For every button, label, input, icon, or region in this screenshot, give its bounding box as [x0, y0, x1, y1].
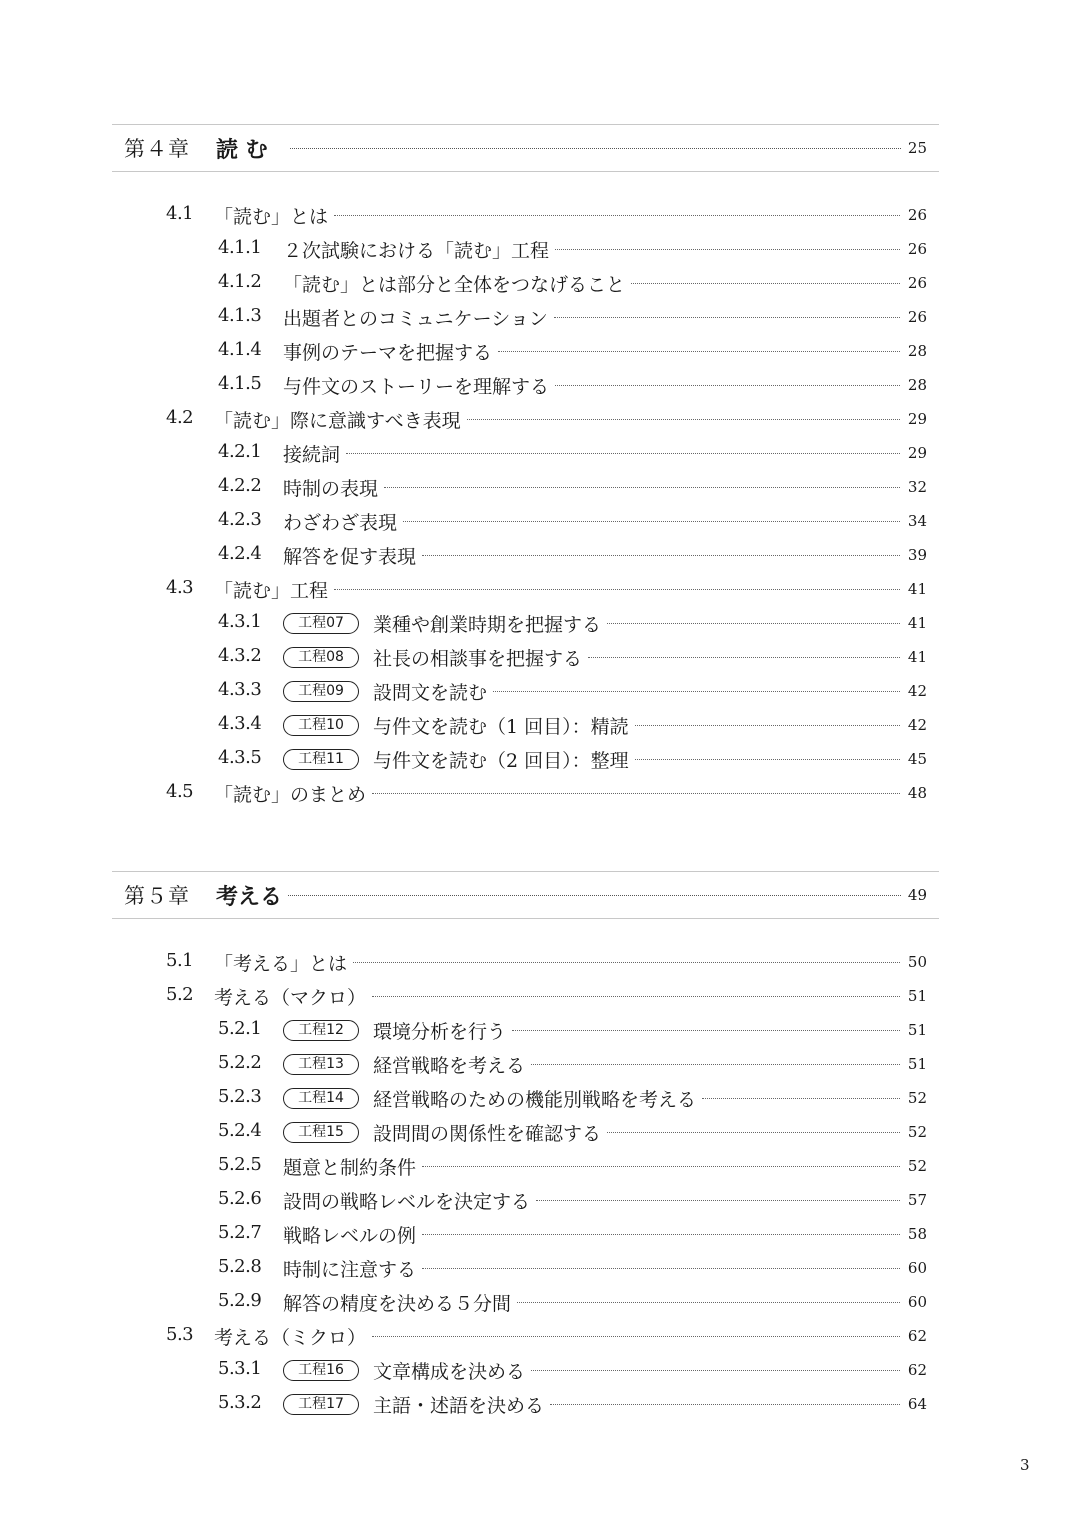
page-number: 26: [907, 206, 927, 224]
dot-leader: [346, 453, 900, 454]
page-number: 41: [907, 614, 927, 632]
section-title: [283, 270, 625, 297]
section-title: [283, 712, 629, 739]
dot-leader: [422, 1166, 900, 1167]
section-title: [283, 508, 397, 535]
section-number: 5.2.8: [218, 1256, 262, 1277]
section-title-text: 「考える」とは: [214, 953, 348, 975]
toc-entry[interactable]: [0, 1318, 1075, 1352]
dot-leader: [531, 1064, 900, 1065]
dot-leader: [290, 148, 901, 149]
section-title: [214, 780, 366, 807]
toc-entry[interactable]: [0, 639, 1075, 673]
section-title: [283, 372, 549, 399]
dot-leader: [550, 1404, 900, 1405]
section-number: 4.1.4: [218, 339, 262, 360]
page-number: 58: [907, 1225, 927, 1243]
dot-leader: [422, 1234, 900, 1235]
section-title-text: 時制の表現: [283, 478, 379, 500]
section-title-text: 「読む」際に意識すべき表現: [214, 410, 461, 432]
dot-leader: [536, 1200, 900, 1201]
section-number: 5.2.6: [218, 1188, 262, 1209]
section-title-text: 「読む」のまとめ: [214, 784, 367, 806]
toc-entry[interactable]: [0, 1080, 1075, 1114]
section-title: [283, 236, 549, 263]
section-title-text: 戦略レベルの例: [283, 1225, 417, 1247]
section-title: [283, 474, 378, 501]
section-title: [283, 338, 492, 365]
chapter-5-header: [112, 871, 939, 919]
section-number: 4.3: [166, 577, 194, 598]
dot-leader: [467, 419, 900, 420]
page-number: 28: [907, 376, 927, 394]
chapter-title: 考える: [216, 883, 283, 910]
page-number: 60: [907, 1259, 927, 1277]
process-badge: 工程13: [283, 1054, 359, 1075]
chapter-number: 第５章: [124, 884, 190, 908]
page-number: 52: [907, 1123, 927, 1141]
page-number: 32: [907, 478, 927, 496]
chapter-page: 25: [907, 139, 927, 157]
dot-leader: [635, 725, 900, 726]
section-title: [283, 1255, 416, 1282]
section-number: 4.3.3: [218, 679, 262, 700]
section-number: 5.2.1: [218, 1018, 262, 1039]
page-number: 50: [907, 953, 927, 971]
section-title: [283, 610, 601, 637]
toc-entry[interactable]: [0, 401, 1075, 435]
section-title: [283, 1153, 416, 1180]
section-number: 4.1.3: [218, 305, 262, 326]
toc-entry[interactable]: [0, 1046, 1075, 1080]
section-title: [283, 1051, 525, 1078]
section-title: [283, 1085, 696, 1112]
section-title: [214, 983, 366, 1010]
section-title: [283, 304, 548, 331]
toc-entry[interactable]: [0, 775, 1075, 809]
toc-entry[interactable]: [0, 1148, 1075, 1182]
section-number: 5.1: [166, 950, 194, 971]
page-number: 48: [907, 784, 927, 802]
page-number: 57: [907, 1191, 927, 1209]
section-title: [283, 1357, 525, 1384]
section-number: 4.5: [166, 781, 194, 802]
dot-leader: [517, 1302, 900, 1303]
page-number: 41: [907, 648, 927, 666]
section-title-text: 考える（マクロ）: [214, 987, 367, 1009]
page-number: 29: [907, 444, 927, 462]
section-title: [214, 949, 347, 976]
section-number: 4.2.4: [218, 543, 262, 564]
process-badge: 工程11: [283, 749, 359, 770]
section-number: 4.1.2: [218, 271, 262, 292]
page-number: 26: [907, 274, 927, 292]
page-number: 51: [907, 987, 927, 1005]
toc-entry[interactable]: [0, 299, 1075, 333]
page-number: 60: [907, 1293, 927, 1311]
page-number: 39: [907, 546, 927, 564]
process-badge: 工程12: [283, 1020, 359, 1041]
toc-entry[interactable]: [0, 1352, 1075, 1386]
section-title: [214, 202, 328, 229]
dot-leader: [372, 996, 900, 997]
page-number: 42: [907, 716, 927, 734]
page-number: 51: [907, 1055, 927, 1073]
section-title-text: 設問の戦略レベルを決定する: [283, 1191, 531, 1213]
toc-entry[interactable]: [0, 231, 1075, 265]
page-number: 41: [907, 580, 927, 598]
section-title-text: 出題者とのコミュニケーション: [283, 308, 548, 330]
section-number: 5.2: [166, 984, 194, 1005]
section-title: [283, 1119, 601, 1146]
section-title-text: 解答の精度を決める５分間: [283, 1293, 512, 1315]
process-badge: 工程10: [283, 715, 359, 736]
page-number: 62: [907, 1361, 927, 1379]
toc-entry[interactable]: [0, 367, 1075, 401]
section-title-text: 与件文を読む（1 回目）：精読: [373, 716, 629, 738]
process-badge: 工程17: [283, 1394, 359, 1415]
dot-leader: [334, 589, 900, 590]
section-title: [214, 1323, 366, 1350]
dot-leader: [403, 521, 900, 522]
dot-leader: [607, 623, 900, 624]
dot-leader: [512, 1030, 900, 1031]
toc-entry[interactable]: [0, 673, 1075, 707]
section-title: [283, 542, 416, 569]
section-number: 4.2.3: [218, 509, 262, 530]
section-title-text: 与件文のストーリーを理解する: [283, 376, 550, 398]
toc-entry[interactable]: [0, 978, 1075, 1012]
process-badge: 工程15: [283, 1122, 359, 1143]
section-number: 4.2: [166, 407, 194, 428]
page-number: 52: [907, 1157, 927, 1175]
page-number: 51: [907, 1021, 927, 1039]
section-title: [283, 746, 629, 773]
page-number: 28: [907, 342, 927, 360]
page-number: 26: [907, 240, 927, 258]
section-title-text: ２次試験における「読む」工程: [283, 240, 550, 262]
chapter-number: 第４章: [124, 137, 190, 161]
toc-entry[interactable]: [0, 1250, 1075, 1284]
section-title-text: 接続詞: [283, 444, 341, 466]
section-number: 4.3.5: [218, 747, 262, 768]
dot-leader: [555, 249, 900, 250]
toc-entry[interactable]: [0, 503, 1075, 537]
toc-entry[interactable]: [0, 265, 1075, 299]
section-title: [283, 1187, 530, 1214]
section-title-text: 「読む」とは: [214, 206, 329, 228]
dot-leader: [372, 1336, 900, 1337]
section-title-text: わざわざ表現: [283, 512, 398, 534]
section-title-text: 社長の相談事を把握する: [373, 648, 583, 670]
toc-entry[interactable]: [0, 707, 1075, 741]
section-number: 4.3.2: [218, 645, 262, 666]
toc-entry[interactable]: [0, 741, 1075, 775]
section-number: 4.2.2: [218, 475, 262, 496]
section-title-text: 設問間の関係性を確認する: [373, 1123, 602, 1145]
section-title: [283, 644, 582, 671]
page-number: 42: [907, 682, 927, 700]
dot-leader: [498, 351, 900, 352]
dot-leader: [555, 385, 900, 386]
section-number: 4.1.1: [218, 237, 262, 258]
section-title-text: 「読む」工程: [214, 580, 329, 602]
section-number: 5.2.2: [218, 1052, 262, 1073]
toc-entry[interactable]: [0, 333, 1075, 367]
section-title-text: 事例のテーマを把握する: [283, 342, 493, 364]
section-number: 5.3: [166, 1324, 194, 1345]
section-title-text: 業種や創業時期を把握する: [373, 614, 602, 636]
section-title-text: 環境分析を行う: [373, 1021, 507, 1043]
dot-leader: [493, 691, 900, 692]
toc-entry[interactable]: [0, 469, 1075, 503]
section-title: [283, 1391, 544, 1418]
section-title-text: 経営戦略のための機能別戦略を考える: [373, 1089, 697, 1111]
section-title-text: 解答を促す表現: [283, 546, 417, 568]
section-number: 5.2.4: [218, 1120, 262, 1141]
toc-entry[interactable]: [0, 1114, 1075, 1148]
process-badge: 工程07: [283, 613, 359, 634]
dot-leader: [353, 962, 900, 963]
section-title-text: 「読む」とは部分と全体をつなげること: [283, 274, 626, 296]
toc-entry[interactable]: [0, 571, 1075, 605]
toc-entry[interactable]: [0, 605, 1075, 639]
dot-leader: [554, 317, 900, 318]
section-number: 5.2.5: [218, 1154, 262, 1175]
section-number: 4.3.4: [218, 713, 262, 734]
page-number: 45: [907, 750, 927, 768]
dot-leader: [372, 793, 900, 794]
page-number: 34: [907, 512, 927, 530]
section-title-text: 文章構成を決める: [373, 1361, 526, 1383]
dot-leader: [422, 555, 900, 556]
toc-entry[interactable]: [0, 944, 1075, 978]
chapter-title: 読 む: [216, 136, 268, 163]
dot-leader: [607, 1132, 900, 1133]
chapter-page: 49: [907, 886, 927, 904]
section-title: [283, 678, 487, 705]
toc-entry[interactable]: [0, 1284, 1075, 1318]
section-number: 5.2.7: [218, 1222, 262, 1243]
section-number: 4.2.1: [218, 441, 262, 462]
section-number: 5.2.9: [218, 1290, 262, 1311]
toc-entry[interactable]: [0, 435, 1075, 469]
toc-entry[interactable]: [0, 1216, 1075, 1250]
dot-leader: [635, 759, 900, 760]
section-number: 4.3.1: [218, 611, 262, 632]
dot-leader: [384, 487, 900, 488]
dot-leader: [422, 1268, 900, 1269]
page-number: 29: [907, 410, 927, 428]
section-number: 5.3.2: [218, 1392, 262, 1413]
toc-entry[interactable]: [0, 1386, 1075, 1420]
dot-leader: [588, 657, 900, 658]
section-title: [283, 1289, 511, 1316]
toc-entry[interactable]: [0, 537, 1075, 571]
dot-leader: [288, 895, 901, 896]
section-title-text: 題意と制約条件: [283, 1157, 417, 1179]
section-title-text: 経営戦略を考える: [373, 1055, 526, 1077]
process-badge: 工程16: [283, 1360, 359, 1381]
process-badge: 工程14: [283, 1088, 359, 1109]
section-number: 5.2.3: [218, 1086, 262, 1107]
dot-leader: [334, 215, 900, 216]
section-title-text: 時制に注意する: [283, 1259, 417, 1281]
section-title: [283, 1221, 416, 1248]
process-badge: 工程08: [283, 647, 359, 668]
page-number: 26: [907, 308, 927, 326]
section-number: 4.1: [166, 203, 194, 224]
page-number: 62: [907, 1327, 927, 1345]
page-number: 3: [1020, 1456, 1030, 1474]
toc-entry[interactable]: [0, 1182, 1075, 1216]
section-title-text: 設問文を読む: [373, 682, 488, 704]
section-title-text: 主語・述語を決める: [373, 1395, 545, 1417]
toc-entry[interactable]: [0, 1012, 1075, 1046]
toc-entry[interactable]: [0, 197, 1075, 231]
page-number: 52: [907, 1089, 927, 1107]
section-title: [214, 406, 461, 433]
dot-leader: [631, 283, 900, 284]
process-badge: 工程09: [283, 681, 359, 702]
section-number: 4.1.5: [218, 373, 262, 394]
section-title: [283, 440, 340, 467]
section-number: 5.3.1: [218, 1358, 262, 1379]
section-title: [283, 1017, 506, 1044]
section-title-text: 与件文を読む（2 回目）：整理: [373, 750, 629, 772]
page-number: 64: [907, 1395, 927, 1413]
dot-leader: [531, 1370, 900, 1371]
dot-leader: [702, 1098, 900, 1099]
section-title-text: 考える（ミクロ）: [214, 1327, 367, 1349]
chapter-4-header: [112, 124, 939, 172]
section-title: [214, 576, 328, 603]
